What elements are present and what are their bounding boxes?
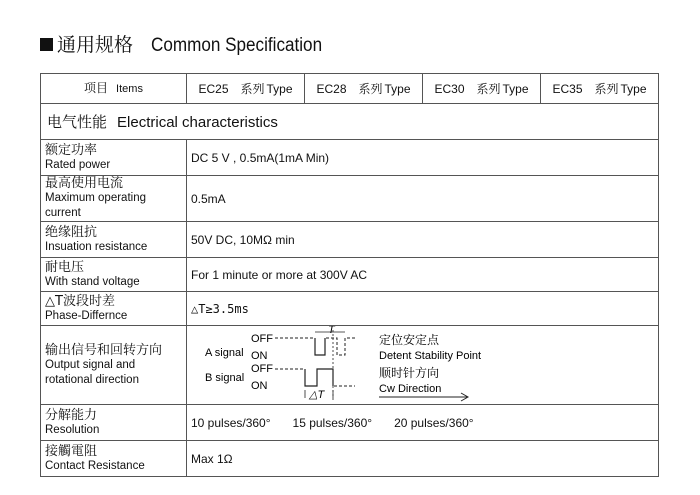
label-max-current	[41, 176, 187, 222]
value-insulation: 50V DC, 10MΩ min	[187, 222, 659, 258]
label-en: Contact Resistance	[45, 459, 145, 472]
section-cn: 电气性能	[47, 113, 108, 131]
a-signal-label: A signal	[205, 347, 244, 359]
row-contact	[41, 441, 659, 477]
type-header-ec25	[187, 74, 305, 104]
detent-cn: 定位安定点	[379, 333, 440, 347]
label-withstand	[41, 258, 187, 292]
waveform-svg	[187, 326, 657, 404]
label-cn: 输出信号和回转方向	[45, 342, 163, 358]
type-en: Type	[502, 82, 529, 96]
row-phase	[41, 292, 659, 326]
row-withstand	[41, 258, 659, 292]
value-withstand: For 1 minute or more at 300V AC	[187, 258, 659, 292]
value-contact: Max 1Ω	[187, 441, 659, 477]
cw-cn: 顺时针方向	[379, 366, 440, 380]
value-phase: △T≥3.5ms	[187, 292, 659, 326]
square-bullet-icon	[40, 38, 53, 51]
label-output	[41, 326, 187, 405]
label-en: Resolution	[45, 423, 100, 436]
title-en: Common Specification	[151, 35, 323, 56]
label-en: With stand voltage	[45, 275, 140, 288]
row-insulation	[41, 222, 659, 258]
label-en: Phase-Differnce	[45, 309, 128, 322]
type-model: EC28	[316, 82, 347, 96]
row-max-current	[41, 176, 659, 222]
type-header-ec28	[305, 74, 423, 104]
spec-table	[40, 73, 659, 477]
label-en: Insuation resistance	[45, 240, 148, 253]
label-rated-power	[41, 140, 187, 176]
t-label: T	[328, 326, 335, 336]
label-insulation	[41, 222, 187, 258]
type-header-ec30	[423, 74, 541, 104]
label-en: Rated power	[45, 158, 111, 171]
label-cn: △T波段时差	[45, 293, 115, 309]
items-en: Items	[116, 82, 143, 95]
section-title	[41, 104, 659, 140]
type-cn: 系列	[594, 82, 619, 96]
label-en: Output signal and	[45, 358, 136, 371]
label-contact	[41, 441, 187, 477]
page-title	[40, 30, 341, 57]
row-rated-power	[41, 140, 659, 176]
type-en: Type	[266, 82, 293, 96]
label-phase	[41, 292, 187, 326]
title-cn: 通用规格	[57, 34, 134, 56]
type-cn: 系列	[476, 82, 501, 96]
output-diagram-cell	[187, 326, 659, 405]
b-waveform	[305, 369, 333, 386]
label-resolution	[41, 405, 187, 441]
header-row	[41, 74, 659, 104]
detent-en: Detent Stability Point	[379, 350, 482, 362]
value-max-current: 0.5mA	[187, 176, 659, 222]
resolution-value: 20 pulses/360°	[394, 415, 474, 430]
items-header	[41, 74, 187, 104]
b-on-label: ON	[251, 380, 268, 392]
type-header-ec35	[541, 74, 659, 104]
signal-diagram	[187, 326, 658, 404]
type-cn: 系列	[358, 82, 383, 96]
type-en: Type	[620, 82, 647, 96]
resolution-value: 15 pulses/360°	[292, 415, 373, 430]
label-en: Maximum operating current	[45, 192, 146, 219]
row-output	[41, 326, 659, 405]
label-cn: 最高使用电流	[45, 176, 124, 191]
a-on-label: ON	[251, 350, 268, 362]
type-model: EC30	[434, 82, 465, 96]
row-resolution	[41, 405, 659, 441]
label-cn: 分解能力	[45, 407, 98, 423]
label-cn: 接觸電阻	[45, 443, 98, 459]
type-model: EC35	[552, 82, 583, 96]
b-signal-label: B signal	[205, 372, 245, 384]
label-cn: 耐电压	[45, 259, 85, 275]
resolution-value: 10 pulses/360°	[191, 415, 271, 430]
label-en: rotational direction	[45, 373, 139, 386]
items-cn: 项目	[84, 80, 109, 95]
cw-en: Cw Direction	[379, 383, 442, 395]
type-en: Type	[384, 82, 411, 96]
value-resolution	[187, 405, 659, 441]
value-rated-power: DC 5 V , 0.5mA(1mA Min)	[187, 140, 659, 176]
label-cn: 额定功率	[45, 142, 98, 158]
type-model: EC25	[198, 82, 229, 96]
label-cn: 绝缘阻抗	[45, 224, 98, 240]
dt-label: △T	[309, 389, 325, 401]
a-waveform	[315, 338, 325, 355]
a-off-label: OFF	[251, 333, 273, 345]
section-row	[41, 104, 659, 140]
section-en: Electrical characteristics	[117, 114, 278, 131]
b-waveform-dashed	[275, 369, 355, 386]
b-off-label: OFF	[251, 363, 273, 375]
type-cn: 系列	[240, 82, 265, 96]
